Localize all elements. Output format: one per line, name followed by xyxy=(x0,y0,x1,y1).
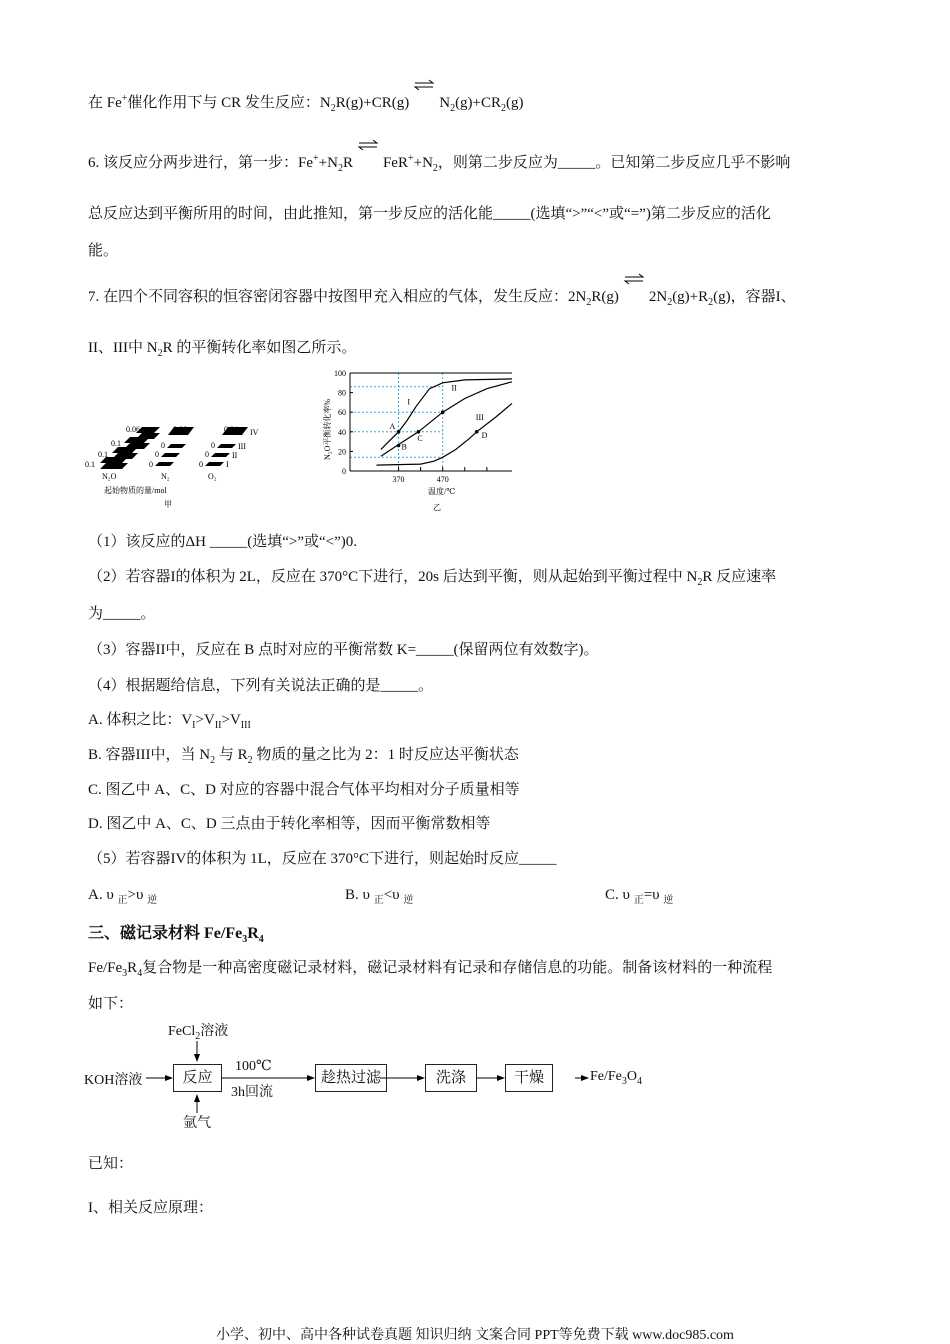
o2-value-I: 0 xyxy=(199,460,203,469)
question-7-line1 xyxy=(88,287,796,307)
text-segment: 如下： xyxy=(88,996,134,1012)
option-a xyxy=(88,710,251,730)
n2o-value-II: 0.1 xyxy=(98,450,108,459)
text-segment: 复合物是一种高密度磁记录材料，磁记录材料有记录和存储信息的功能。制备该材料的一种流程 xyxy=(142,960,773,976)
subscript: 4 xyxy=(258,934,264,946)
subscript: III xyxy=(240,720,251,731)
series-label: I xyxy=(407,397,411,407)
part-5 xyxy=(88,849,557,869)
text-segment: 物质的量之比为 2：1 时反应达平衡状态 xyxy=(252,747,519,763)
superscript: + xyxy=(313,153,319,164)
part-5-choice-b xyxy=(345,885,413,905)
text-segment: =υ xyxy=(643,887,664,903)
text-segment: B. 容器III中，当 N xyxy=(88,747,211,763)
species-label-n2: N₂ xyxy=(161,472,170,481)
text-segment: 6. 该反应分两步进行，第一步：Fe xyxy=(88,155,314,171)
condition-temp: 100℃ xyxy=(235,1059,272,1074)
part-2-line1 xyxy=(88,567,776,587)
intro-reaction xyxy=(88,93,524,113)
subscript: 逆 xyxy=(147,895,158,906)
data-point xyxy=(397,444,401,448)
equilibrium-arrow-icon xyxy=(619,287,649,301)
text-segment: （2）若容器I的体积为 2L，反应在 370°C下进行，20s 后达到平衡，则从起始到平衡过程中 N xyxy=(88,569,698,585)
text-segment: 2N xyxy=(648,289,668,305)
text-segment: R xyxy=(127,960,138,976)
species-label-o2: O₂ xyxy=(208,472,217,481)
text-segment: 为_____。 xyxy=(88,606,156,622)
text-segment: （4）根据题给信息，下列有关说法正确的是_____。 xyxy=(88,678,434,694)
text-segment: <υ xyxy=(383,887,404,903)
question-6-line1 xyxy=(88,153,790,173)
process-flow-diagram xyxy=(80,1015,680,1135)
step-drying: 干燥 xyxy=(505,1064,553,1092)
subscript: 2 xyxy=(210,755,216,766)
text-segment: II、III中 N xyxy=(88,340,158,356)
species-label-n2o: N₂O xyxy=(102,472,117,481)
option-d xyxy=(88,814,491,834)
part-2-line2 xyxy=(88,604,156,624)
fecl2-sub: 2 xyxy=(195,1030,201,1042)
text-segment: 总反应达到平衡所用的时间，由此推知，第一步反应的活化能_____(选填“>”“<”或“=”)第二步反应的活化 xyxy=(88,206,771,222)
y-tick-label: 100 xyxy=(334,369,346,378)
text-segment: ，则第二步反应为_____。已知第二步反应几乎不影响 xyxy=(437,155,791,171)
figure-jia xyxy=(84,415,284,515)
n2o-value-I: 0.1 xyxy=(85,460,95,469)
question-7-line2 xyxy=(88,338,356,358)
text-segment: 7. 在四个不同容积的恒容密闭容器中按图甲充入相应的气体，发生反应：2N xyxy=(88,289,587,305)
step-reaction: 反应 xyxy=(173,1064,222,1092)
subscript: 正 xyxy=(633,895,644,906)
part-5-choice-a xyxy=(88,885,157,905)
part-1 xyxy=(88,532,357,552)
o2-value-III: 0 xyxy=(211,441,215,450)
y-tick-label: 40 xyxy=(338,427,346,437)
text-segment: A. υ xyxy=(88,887,118,903)
superscript: + xyxy=(121,93,128,104)
subscript: 3 xyxy=(242,934,248,946)
text-segment: 能。 xyxy=(88,243,119,259)
series-line-I xyxy=(381,379,512,450)
container-label-III: III xyxy=(238,442,246,451)
text-segment: R xyxy=(247,925,259,942)
subscript: 逆 xyxy=(663,895,674,906)
subscript: 正 xyxy=(373,895,384,906)
step-washing: 洗涤 xyxy=(425,1064,477,1092)
subscript: I xyxy=(192,720,196,731)
y-tick-label: 0 xyxy=(342,467,346,476)
known-item-1 xyxy=(88,1198,213,1218)
subscript: 2 xyxy=(157,348,163,359)
text-segment: 已知： xyxy=(88,1156,134,1172)
text-segment: B. υ xyxy=(345,887,374,903)
x-tick-label: 470 xyxy=(436,475,449,484)
question-6-line2 xyxy=(88,204,771,224)
text-segment: 在 Fe xyxy=(88,95,122,111)
container-label-I: I xyxy=(226,460,229,469)
n2-value-IV: 0.06 xyxy=(173,425,187,434)
subscript: 2 xyxy=(330,103,336,114)
yi-ylabel: N₂O平衡转化率% xyxy=(323,398,332,460)
text-segment: 与 R xyxy=(215,747,248,763)
fecl2-solution: 溶液 xyxy=(200,1024,229,1039)
y-tick-label: 20 xyxy=(338,447,346,457)
product xyxy=(590,1069,642,1085)
subscript: 2 xyxy=(667,297,673,308)
subscript: 2 xyxy=(432,163,438,174)
o2-value-IV: 0.04 xyxy=(224,425,238,434)
footer-text: 小学、初中、高中各种试卷真题 知识归纳 文案合同 PPT等免费下载 www.doc985.com xyxy=(216,1328,734,1343)
input-fecl2 xyxy=(168,1020,228,1040)
container-label-II: II xyxy=(232,451,238,460)
n2-value-II: 0 xyxy=(155,450,159,459)
data-point xyxy=(397,430,401,434)
product-sub1: 3 xyxy=(621,1075,627,1087)
n2-value-III: 0 xyxy=(161,441,165,450)
subscript: 逆 xyxy=(403,895,414,906)
text-segment: （3）容器II中，反应在 B 点时对应的平衡常数 K=_____(保留两位有效数字)。 xyxy=(88,642,599,658)
text-segment: (g)，容器I、 xyxy=(713,289,796,305)
series-label: II xyxy=(451,383,457,393)
data-point xyxy=(441,410,445,414)
part-3 xyxy=(88,640,599,660)
text-segment: 催化作用下与 CR 发生反应：N xyxy=(127,95,331,111)
text-segment: R xyxy=(342,155,353,171)
subscript: 2 xyxy=(337,163,343,174)
condition-reflux: 3h回流 xyxy=(231,1085,273,1100)
point-label: B xyxy=(401,442,407,452)
text-segment: (g)+R xyxy=(672,289,709,305)
superscript: + xyxy=(407,153,414,164)
text-segment: Fe/Fe xyxy=(88,960,123,976)
step-hot-filtration: 趁热过滤 xyxy=(315,1064,387,1092)
subscript: 2 xyxy=(586,297,592,308)
subscript: 2 xyxy=(450,103,456,114)
point-label: A xyxy=(389,421,396,431)
text-segment: >V xyxy=(195,712,215,728)
y-tick-label: 80 xyxy=(338,388,346,398)
subscript: II xyxy=(214,720,222,731)
text-segment: +N xyxy=(413,155,433,171)
yi-caption: 乙 xyxy=(433,503,441,512)
product-text2: O xyxy=(626,1069,638,1084)
figure-yi-chart xyxy=(300,360,530,520)
section-3-heading xyxy=(88,924,264,944)
part-4 xyxy=(88,676,433,696)
equilibrium-arrow-icon xyxy=(353,153,383,167)
text-segment: N xyxy=(439,95,451,111)
section-3-para-line2 xyxy=(88,994,133,1014)
text-segment: A. 体积之比：V xyxy=(88,712,193,728)
n2o-value-III: 0.1 xyxy=(111,439,121,448)
text-segment: >V xyxy=(221,712,241,728)
y-tick-label: 60 xyxy=(338,408,346,418)
text-segment: R(g)+CR(g) xyxy=(335,95,410,111)
fecl2-text: FeCl xyxy=(168,1024,196,1039)
container-label-IV: IV xyxy=(250,428,259,437)
text-segment: R 的平衡转化率如图乙所示。 xyxy=(162,340,357,356)
text-segment: (g) xyxy=(506,95,524,111)
text-segment: R(g) xyxy=(591,289,619,305)
text-segment: (g)+CR xyxy=(455,95,502,111)
section-3-para-line1 xyxy=(88,958,772,978)
product-sub2: 4 xyxy=(637,1075,643,1087)
text-segment: C. υ xyxy=(605,887,634,903)
n2-value-I: 0 xyxy=(149,460,153,469)
yi-xlabel: 温度/℃ xyxy=(428,487,456,496)
question-6-line3 xyxy=(88,241,118,261)
text-segment: 三、磁记录材料 Fe/Fe xyxy=(88,925,243,942)
subscript: 3 xyxy=(122,968,128,979)
data-point xyxy=(475,430,479,434)
known-heading xyxy=(88,1154,133,1174)
subscript: 4 xyxy=(137,968,143,979)
point-label: C xyxy=(417,433,423,443)
text-segment: FeR xyxy=(382,155,408,171)
point-label: D xyxy=(481,430,488,440)
input-koh: KOH溶液 xyxy=(84,1073,143,1088)
jia-caption: 甲 xyxy=(164,500,172,509)
o2-value-II: 0 xyxy=(205,450,209,459)
option-c xyxy=(88,780,520,800)
x-tick-label: 370 xyxy=(392,475,405,484)
subscript: 2 xyxy=(247,755,253,766)
jia-xlabel: 起始物质的量/mol xyxy=(104,486,167,495)
input-argon: 氩气 xyxy=(183,1116,211,1131)
text-segment: I、相关反应原理： xyxy=(88,1200,213,1216)
part-5-choice-c xyxy=(605,885,673,905)
text-segment: C. 图乙中 A、C、D 对应的容器中混合气体平均相对分子质量相等 xyxy=(88,782,520,798)
option-b xyxy=(88,745,519,765)
subscript: 正 xyxy=(117,895,128,906)
text-segment: R 反应速率 xyxy=(702,569,777,585)
text-segment: D. 图乙中 A、C、D 三点由于转化率相等，因而平衡常数相等 xyxy=(88,816,491,832)
text-segment: +N xyxy=(318,155,338,171)
text-segment: （1）该反应的ΔH _____(选填“>”或“<”)0. xyxy=(88,534,358,550)
series-label: III xyxy=(475,413,484,423)
text-segment: >υ xyxy=(127,887,148,903)
n2o-value-IV: 0.06 xyxy=(126,425,140,434)
subscript: 2 xyxy=(501,103,507,114)
subscript: 2 xyxy=(697,577,703,588)
subscript: 2 xyxy=(708,297,714,308)
text-segment: （5）若容器IV的体积为 1L，反应在 370°C下进行，则起始时反应_____ xyxy=(88,851,557,867)
equilibrium-arrow-icon xyxy=(409,93,439,107)
product-text: Fe/Fe xyxy=(590,1069,622,1084)
